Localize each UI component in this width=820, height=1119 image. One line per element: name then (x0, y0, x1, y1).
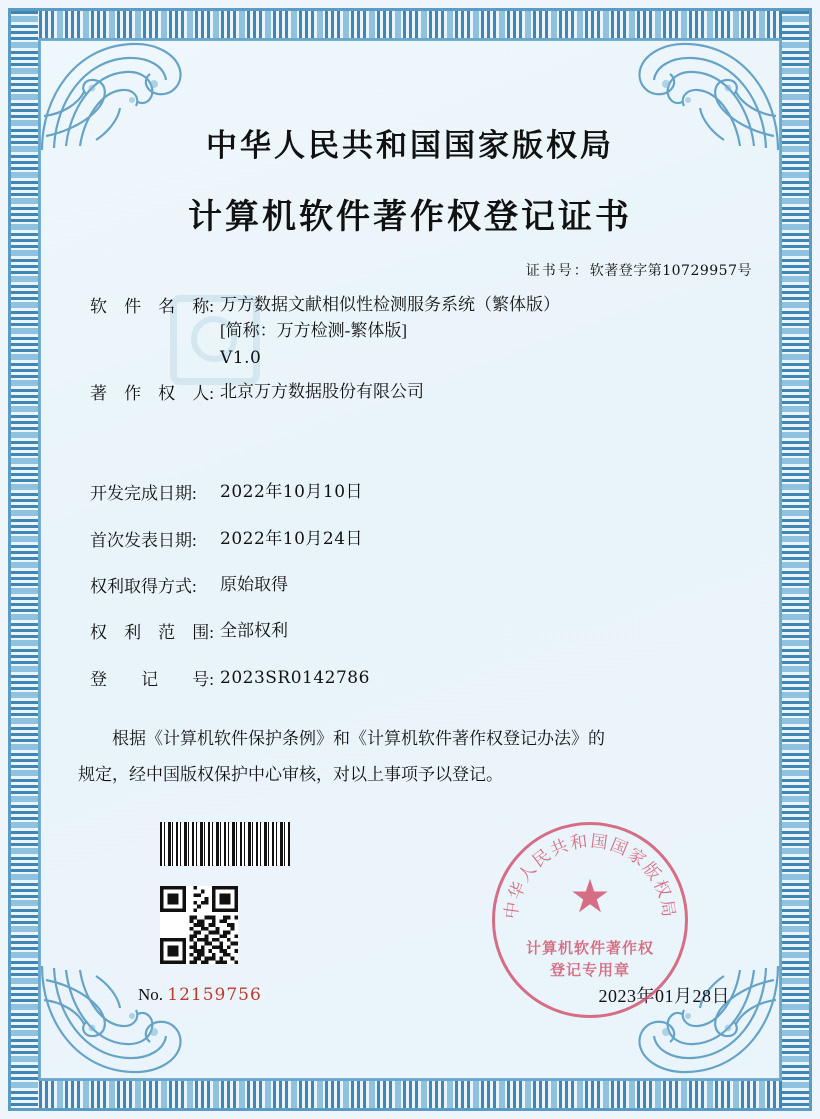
label-char: 名 (158, 297, 176, 316)
certificate-content (60, 60, 760, 1060)
field-registration-number (60, 665, 760, 691)
field-label (60, 618, 220, 643)
border-ornament-right (782, 11, 809, 1108)
field-label: 开发完成日期: (90, 484, 197, 504)
statement-paragraph (60, 721, 760, 792)
paragraph-line: 规定，经中国版权保护中心审核，对以上事项予以登记。 (78, 764, 503, 784)
value-line: V1.0 (220, 347, 262, 368)
field-first-publish-date (60, 526, 760, 552)
label-char: 软 (90, 297, 107, 316)
field-rights-scope (60, 618, 760, 644)
label-char: 围: (192, 623, 214, 643)
qr-code (160, 886, 238, 964)
serial-label: No. (138, 985, 164, 1004)
label-char: 登 (90, 669, 107, 689)
value-line: 万方数据文献相似性检测服务系统（繁体版） (220, 295, 560, 314)
label-char: 记 (141, 669, 159, 689)
paragraph-line: 根据《计算机软件保护条例》和《计算机软件著作权登记办法》的 (112, 729, 605, 749)
label-char: 件 (124, 297, 142, 316)
field-copyright-owner (60, 379, 760, 405)
label-char: 权 (158, 384, 176, 404)
label-char: 称: (192, 297, 214, 316)
barcode (160, 822, 290, 866)
seal-line-1: 计算机软件著作权 (525, 941, 654, 957)
certificate-number-value: 软著登字第10729957号 (589, 263, 752, 279)
star-icon: ★ (569, 871, 611, 923)
label-char: 权 (90, 623, 107, 643)
border-ornament-top (11, 11, 809, 38)
field-label (60, 379, 220, 404)
label-char: 号: (192, 669, 214, 689)
label-char: 范 (158, 623, 176, 643)
field-software-name (60, 292, 760, 371)
seal-line-2: 登记专用章 (549, 963, 630, 979)
field-label (60, 665, 220, 690)
certificate-number (60, 260, 760, 280)
spacer (60, 427, 760, 479)
field-label: 首次发表日期: (90, 530, 197, 550)
field-label: 权利取得方式: (90, 577, 197, 597)
field-value: 全部权利 (220, 621, 288, 641)
border-ornament-left (11, 11, 38, 1108)
label-char: 著 (90, 384, 107, 404)
field-value: 2023SR0142786 (220, 667, 370, 688)
label-char: 作 (124, 384, 142, 404)
value-line: [简称：万方检测-繁体版] (220, 321, 407, 341)
field-list (60, 292, 760, 691)
certificate-number-label: 证书号： (525, 264, 590, 279)
label-char: 人: (192, 384, 214, 404)
issue-date: 2023年01月28日 (598, 986, 730, 1006)
serial-value: 12159756 (167, 985, 262, 1005)
field-value: 2022年10月10日 (220, 482, 364, 503)
svg-text:中华人民共和国国家版权局: 中华人民共和国国家版权局 (501, 831, 679, 921)
field-value: 北京万方数据股份有限公司 (220, 382, 424, 402)
official-seal (492, 822, 688, 1018)
field-value: 原始取得 (220, 575, 288, 595)
document-title: 计算机软件著作权登记证书 (188, 197, 632, 237)
field-development-date (60, 479, 760, 505)
serial-number (138, 985, 262, 1005)
field-value (220, 292, 760, 371)
label-char: 利 (124, 623, 142, 643)
field-value: 2022年10月24日 (220, 528, 364, 549)
field-label (60, 292, 220, 317)
issuer-title: 中华人民共和国国家版权局 (206, 128, 614, 164)
field-rights-acquisition (60, 572, 760, 598)
border-ornament-bottom (11, 1081, 809, 1108)
